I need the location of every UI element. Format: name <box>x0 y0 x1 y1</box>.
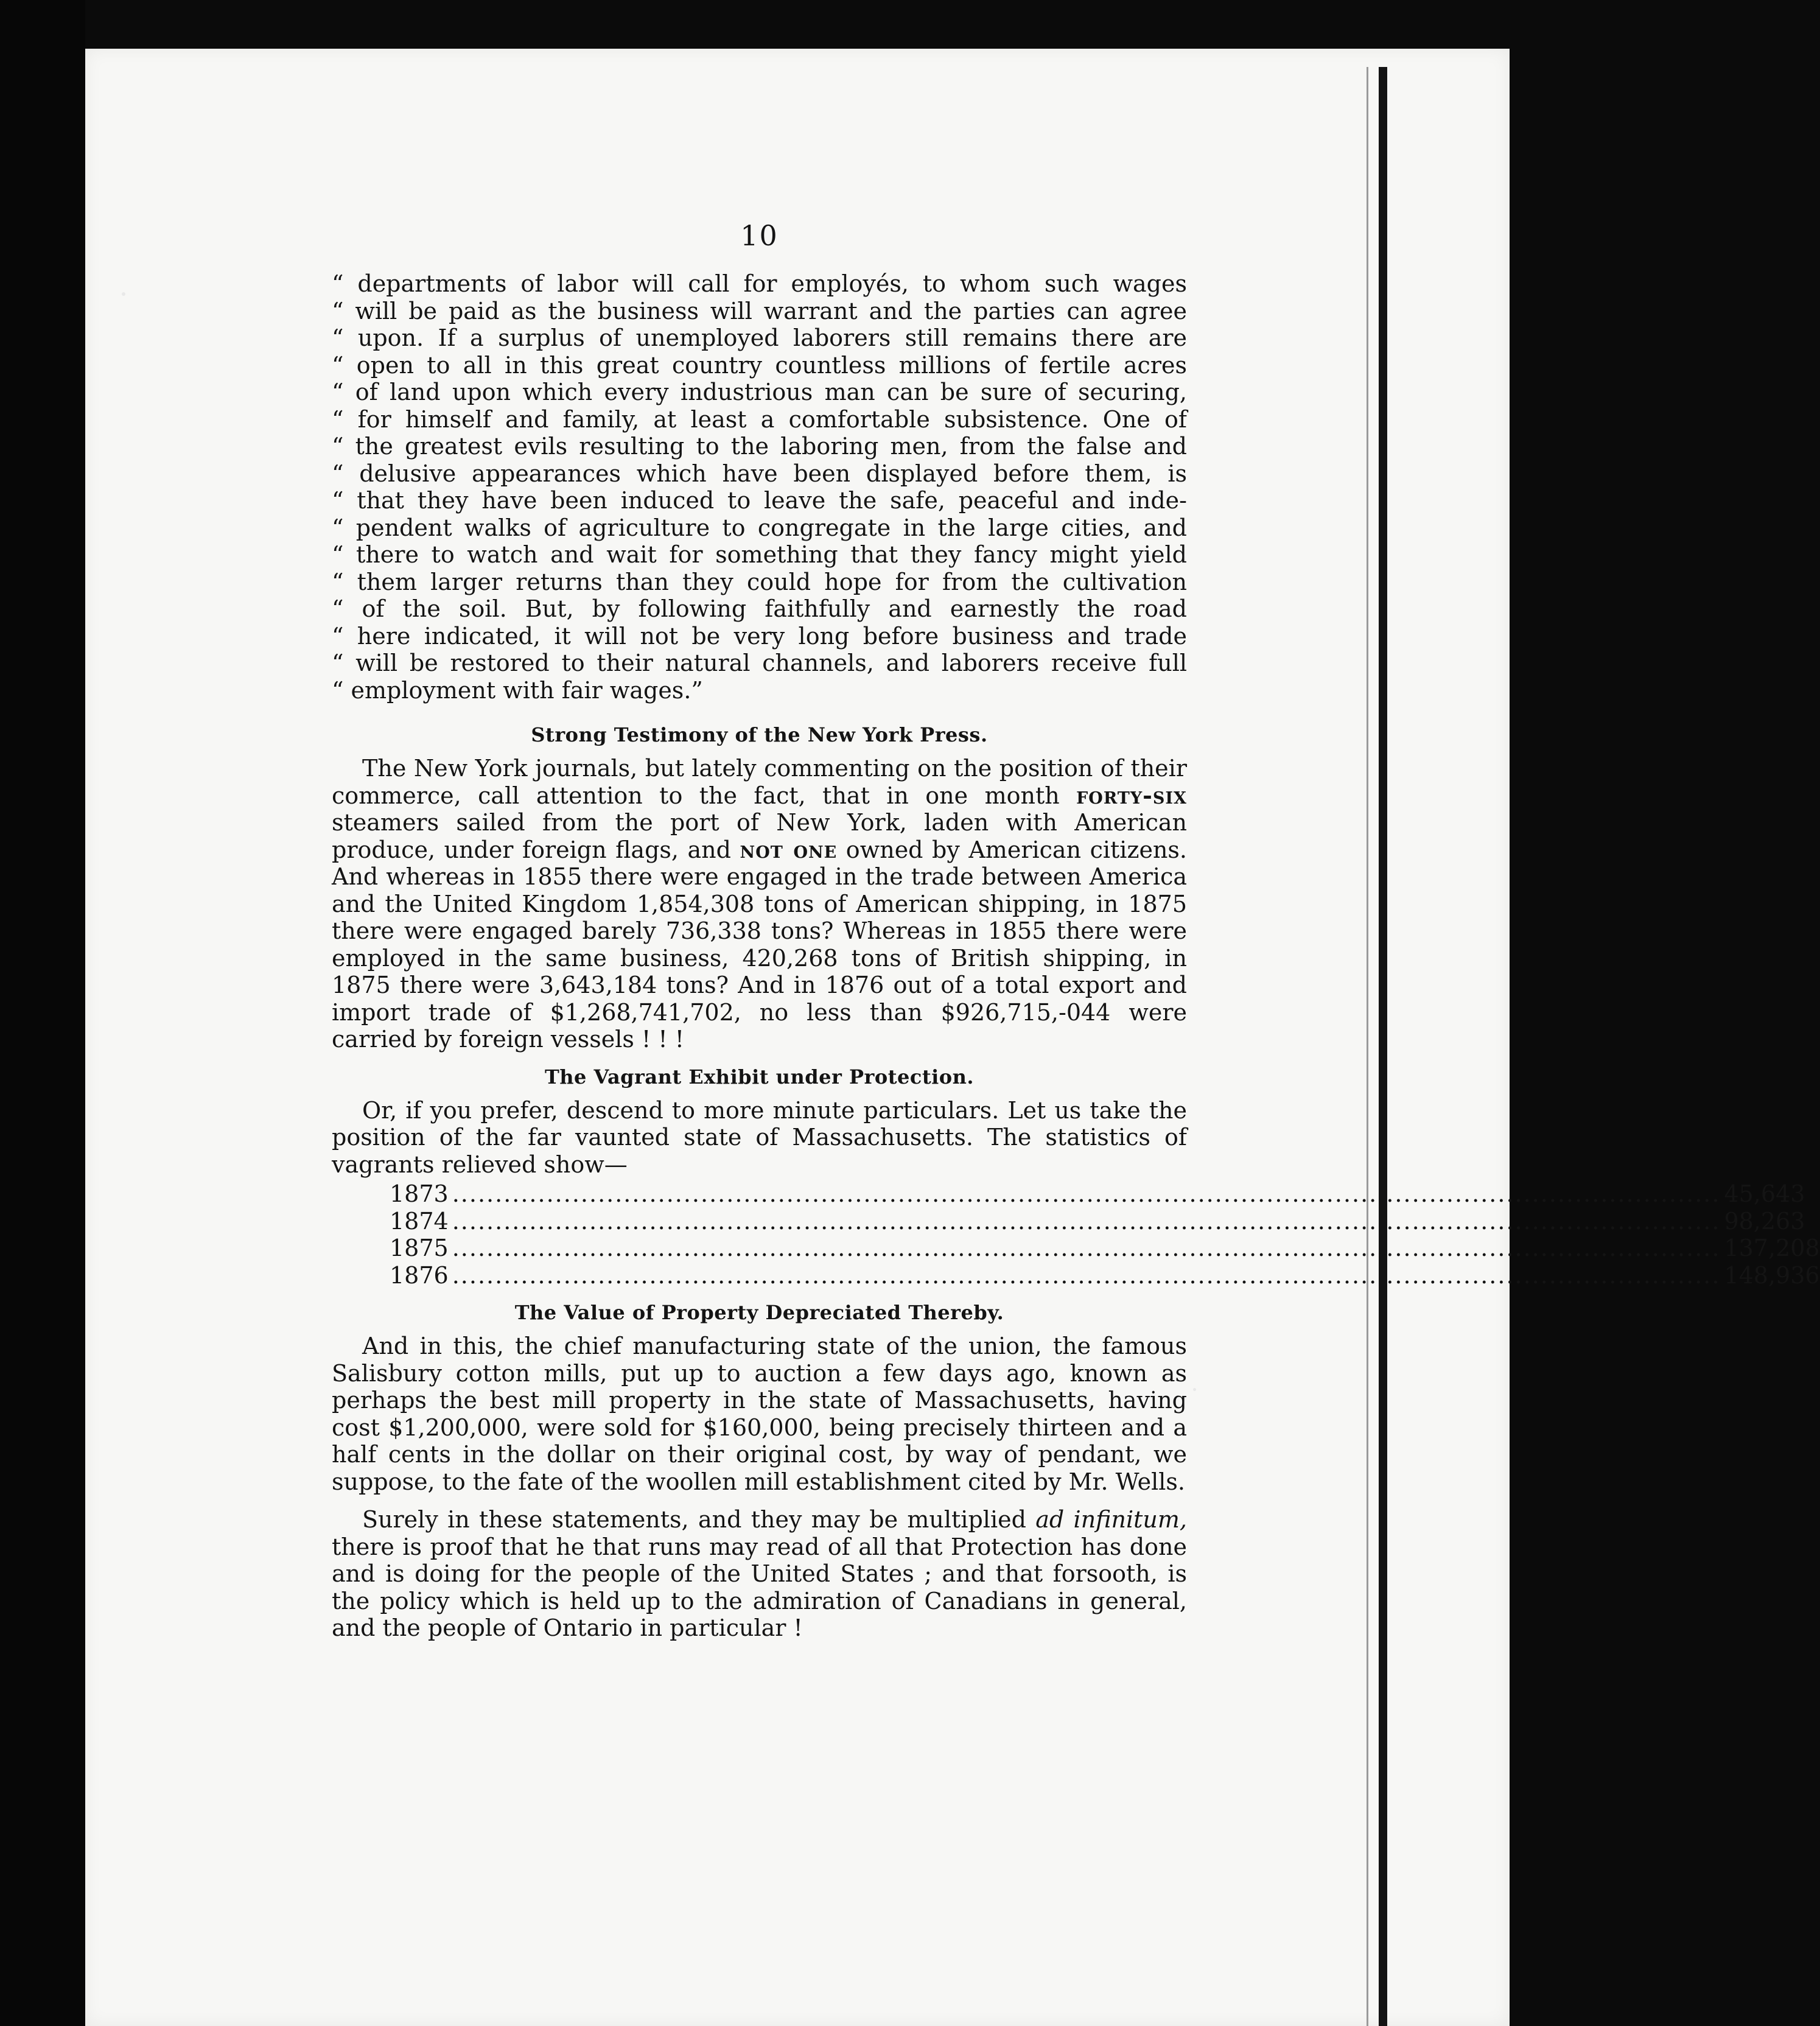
stat-row <box>390 1261 1820 1289</box>
stat-value: 148,936 <box>1724 1261 1820 1289</box>
quote-line: “ will be restored to their natural channels, and laborers receive full <box>332 650 1187 676</box>
dot-leader: .................................................................................................................................................... <box>452 1235 1721 1261</box>
paragraph-vagrant-exhibit: Or, if you prefer, descend to more minute particulars. Let us take the position of the far vaunted state of Massachusetts. The statistics of vagrants relieved show— <box>332 1096 1187 1178</box>
scan-border <box>0 0 85 2026</box>
quote-line: “ that they have been induced to leave the safe, peaceful and inde- <box>332 487 1187 514</box>
paragraph-new-york-press <box>332 755 1187 1053</box>
quote-line: “ delusive appearances which have been displayed before them, is <box>332 460 1187 487</box>
section-heading-new-york-press: Strong Testimony of the New York Press. <box>531 723 988 746</box>
stat-value: 137,208 <box>1724 1235 1820 1261</box>
quote-line: “ open to all in this great country countless millions of fertile acres <box>332 351 1187 379</box>
paragraph-conclusion <box>332 1506 1187 1642</box>
stat-value: 98,263 <box>1724 1207 1805 1235</box>
stat-year: 1873 <box>390 1180 449 1207</box>
paragraph-text: there is proof that he that runs may read of all that Protection has done and is doing for the people of the United States ; and that forsooth, is the policy which is held up to the admiration of Canadians in general, and the people of Ontario in particular ! <box>332 1533 1187 1641</box>
dot-leader: .................................................................................................................................................... <box>452 1180 1721 1207</box>
stat-row <box>390 1207 1805 1235</box>
quote-line: “ will be paid as the business will warrant and the parties can agree <box>332 297 1187 324</box>
quote-line: “ the greatest evils resulting to the laboring men, from the false and <box>332 433 1187 460</box>
quote-line: “ upon. If a surplus of unemployed laborers still remains there are <box>332 324 1187 351</box>
emphasis-not-one: not one <box>740 835 838 863</box>
stat-year: 1874 <box>390 1207 449 1235</box>
quote-line: “ of land upon which every industrious man can be sure of securing, <box>332 379 1187 405</box>
quote-line: “ them larger returns than they could hope for from the cultivation <box>332 568 1187 595</box>
stat-value: 45,643 <box>1724 1180 1805 1207</box>
emphasis-forty-six: forty-six <box>1076 781 1187 809</box>
paragraph-salisbury-mills: And in this, the chief manufacturing state of the union, the famous Salisbury cotton mills, put up to auction a few days ago, known as perhaps the best mill property in the state of Massachusetts, having cost $1,200,000, were sold for $160,000, being precisely thirteen and a half cents in the dollar on their original cost, by way of pendant, we suppose, to the fate of the woollen mill establishment cited by Mr. Wells. <box>332 1333 1187 1495</box>
document-page <box>332 219 1820 1642</box>
vagrant-statistics-table <box>390 1180 1820 1289</box>
gutter-line <box>1367 67 1368 2026</box>
stat-year: 1875 <box>390 1235 449 1261</box>
dot-leader: .................................................................................................................................................... <box>452 1261 1721 1289</box>
stat-row <box>390 1180 1805 1208</box>
paragraph-text: The New York journals, but lately commenting on the position of their commerce, call attention to the fact, that in one month <box>332 755 1187 809</box>
binding-edge <box>1379 67 1387 2026</box>
quote-line: “ of the soil. But, by following faithfully and earnestly the road <box>332 595 1187 622</box>
quote-line: “ there to watch and wait for something that they fancy might yield <box>332 541 1187 568</box>
paragraph-text: owned by American citizens. And whereas in 1855 there were engaged in the trade between America and the United Kingdom 1,854,308 tons of American shipping, in 1875 there were engaged barely 736,338 tons? Whereas in 1855 there were employed in the same business, 420,268 tons of British shipping, in 1875 there were 3,643,184 tons? And in 1876 out of a total export and import trade of $1,268,741,702, no less than $926,715,-044 were carried by foreign vessels ! ! ! <box>332 836 1188 1053</box>
page-number: 10 <box>740 219 779 252</box>
stat-row <box>390 1235 1820 1262</box>
quote-line: “ for himself and family, at least a comfortable subsistence. One of <box>332 405 1187 433</box>
quote-line: “ departments of labor will call for employés, to whom such wages <box>332 270 1187 297</box>
stat-year: 1876 <box>390 1261 449 1289</box>
quote-block <box>332 270 1187 704</box>
quote-line: “ employment with fair wages.” <box>332 676 703 704</box>
paragraph-text: steamers sailed from the port of New York, laden with American produce, under foreign flags, and <box>332 809 1187 863</box>
paragraph-text: Surely in these statements, and they may be multiplied <box>362 1506 1036 1533</box>
quote-line: “ pendent walks of agriculture to congregate in the large cities, and <box>332 514 1187 541</box>
emphasis-ad-infinitum: ad infinitum, <box>1035 1506 1187 1533</box>
quote-line: “ here indicated, it will not be very long before business and trade <box>332 622 1187 650</box>
section-heading-property-value: The Value of Property Depreciated Thereby. <box>514 1301 1004 1324</box>
section-heading-vagrant-exhibit: The Vagrant Exhibit under Protection. <box>544 1065 975 1088</box>
dot-leader: .................................................................................................................................................... <box>452 1207 1721 1235</box>
